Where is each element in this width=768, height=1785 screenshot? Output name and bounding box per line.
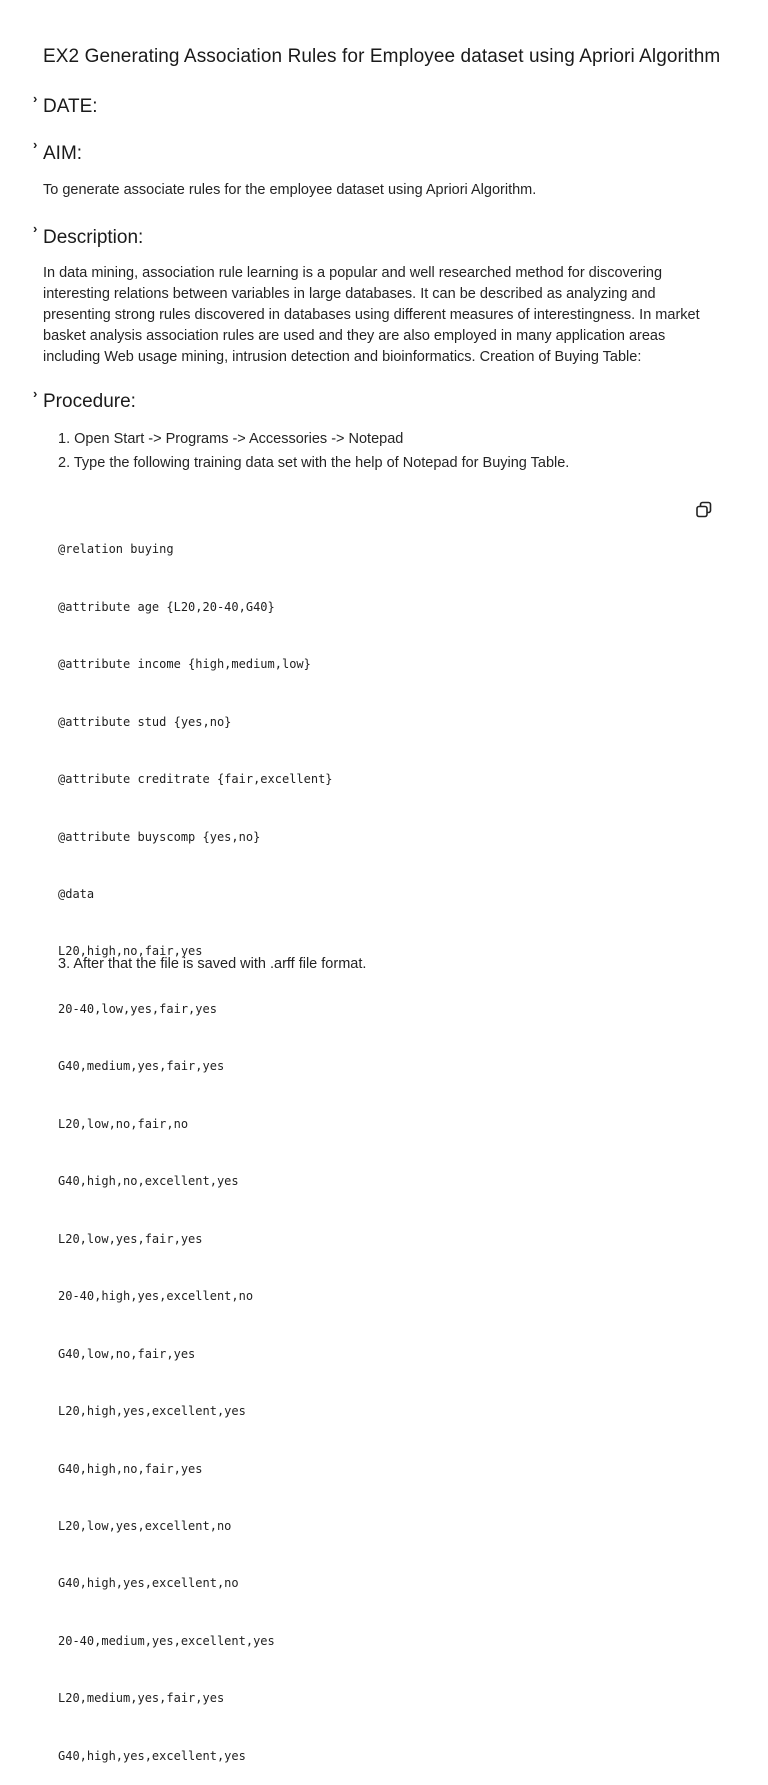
code-line: @attribute buyscomp {yes,no} <box>58 829 261 844</box>
code-line: 20-40,medium,yes,excellent,yes <box>58 1633 275 1648</box>
code-line: L20,high,yes,excellent,yes <box>58 1404 246 1419</box>
procedure-list <box>58 427 569 475</box>
description-line: basket analysis association rules are used and they are also employed in many application areas <box>43 328 666 344</box>
copy-icon[interactable] <box>694 500 714 520</box>
section-heading-description: Description: <box>43 227 144 248</box>
description-line: interesting relations between variables in large databases. It can be described as analyzing and <box>43 286 656 302</box>
code-line: G40,high,no,fair,yes <box>58 1461 203 1476</box>
section-heading-date: DATE: <box>43 96 98 117</box>
description-line: including Web usage mining, intrusion detection and bioinformatics. Creation of Buying Table: <box>43 349 642 365</box>
code-line: 20-40,high,yes,excellent,no <box>58 1289 254 1304</box>
code-line: L20,low,yes,excellent,no <box>58 1519 232 1534</box>
code-line: @attribute income {high,medium,low} <box>58 657 311 672</box>
code-line: G40,medium,yes,fair,yes <box>58 1059 225 1074</box>
code-line: 20-40,low,yes,fair,yes <box>58 1001 217 1016</box>
procedure-step: 3. After that the file is saved with .arff file format. <box>58 956 367 972</box>
procedure-step: 1. Open Start -> Programs -> Accessories -> Notepad <box>58 431 404 447</box>
code-block <box>58 502 333 1785</box>
code-line: @attribute creditrate {fair,excellent} <box>58 772 333 787</box>
code-line: L20,high,no,fair,yes <box>58 944 203 959</box>
code-line: @attribute age {L20,20-40,G40} <box>58 599 275 614</box>
code-line: @attribute stud {yes,no} <box>58 714 232 729</box>
chevron-right-icon[interactable]: › <box>33 137 38 152</box>
page-title: EX2 Generating Association Rules for Employee dataset using Apriori Algorithm <box>43 46 721 67</box>
code-line: G40,high,yes,excellent,no <box>58 1576 239 1591</box>
code-line: G40,high,no,excellent,yes <box>58 1174 239 1189</box>
aim-text: To generate associate rules for the employee dataset using Apriori Algorithm. <box>43 182 537 198</box>
chevron-right-icon[interactable]: › <box>33 386 38 401</box>
section-heading-procedure: Procedure: <box>43 391 136 412</box>
code-line: L20,low,no,fair,no <box>58 1116 189 1131</box>
procedure-step: 2. Type the following training data set with the help of Notepad for Buying Table. <box>58 455 570 471</box>
code-line: G40,low,no,fair,yes <box>58 1346 196 1361</box>
chevron-right-icon[interactable]: › <box>33 91 38 106</box>
code-line: @relation buying <box>58 542 174 557</box>
description-line: presenting strong rules discovered in databases using different measures of interestingness. In market <box>43 307 700 323</box>
code-line: L20,medium,yes,fair,yes <box>58 1691 225 1706</box>
code-line: @data <box>58 887 95 902</box>
code-line: L20,low,yes,fair,yes <box>58 1231 203 1246</box>
section-heading-aim: AIM: <box>43 143 83 164</box>
chevron-right-icon[interactable]: › <box>33 221 38 236</box>
code-line: G40,high,yes,excellent,yes <box>58 1748 246 1763</box>
description-line: In data mining, association rule learning is a popular and well researched method for discovering <box>43 265 663 281</box>
description-text <box>43 263 733 368</box>
